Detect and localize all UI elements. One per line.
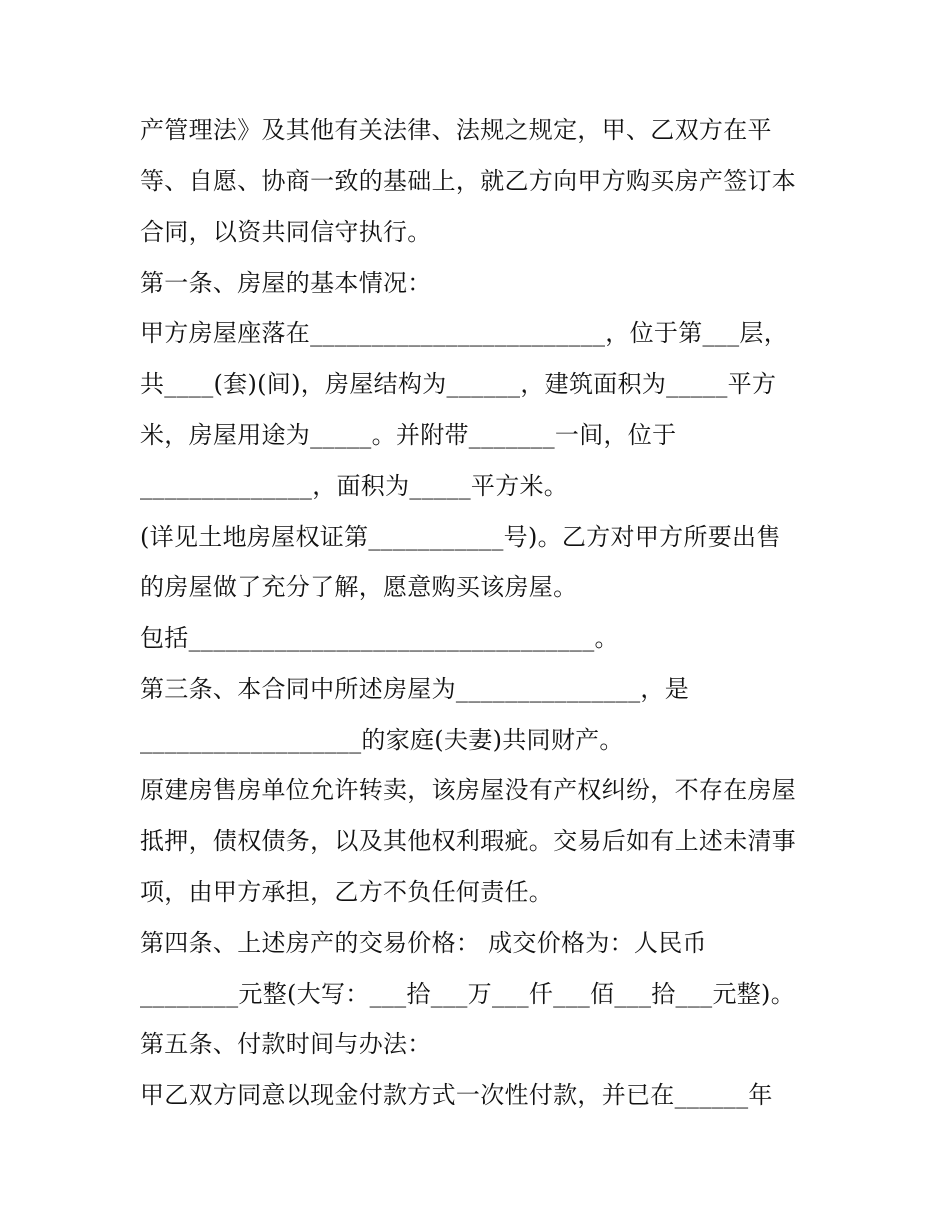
text-line: 原建房售房单位允许转卖，该房屋没有产权纠纷，不存在房屋: [140, 776, 797, 804]
text-line: 的房屋做了充分了解，愿意购买该房屋。: [140, 573, 578, 601]
article-heading: 第一条、房屋的基本情况：: [140, 269, 432, 297]
text-line: 合同，以资共同信守执行。: [140, 218, 432, 246]
text-line: 共____(套)(间)，房屋结构为______，建筑面积为_____平方: [140, 370, 777, 398]
text-line: __________________的家庭(夫妻)共同财产。: [140, 726, 624, 754]
article-heading: 第五条、付款时间与办法：: [140, 1030, 432, 1058]
text-line: ______________，面积为_____平方米。: [140, 472, 569, 500]
article-heading: 第三条、本合同中所述房屋为_______________，是: [140, 675, 689, 703]
text-line: 项，由甲方承担，乙方不负任何责任。: [140, 878, 554, 906]
text-line: 甲方房屋座落在________________________，位于第___层，: [140, 319, 788, 347]
text-line: 甲乙双方同意以现金付款方式一次性付款，并已在______年: [140, 1081, 773, 1109]
text-line: 包括_________________________________。: [140, 624, 619, 652]
text-line: 产管理法》及其他有关法律、法规之规定，甲、乙双方在平: [140, 116, 772, 144]
text-line: (详见土地房屋权证第___________号)。乙方对甲方所要出售: [140, 523, 781, 551]
text-line: 米，房屋用途为_____。并附带_______一间，位于: [140, 421, 677, 449]
text-line: 等、自愿、协商一致的基础上，就乙方向甲方购买房产签订本: [140, 167, 797, 195]
text-line: 抵押，债权债务，以及其他权利瑕疵。交易后如有上述未清事: [140, 827, 797, 855]
article-heading: 第四条、上述房产的交易价格： 成交价格为：人民币: [140, 929, 707, 957]
text-line: ________元整(大写：___拾___万___仟___佰___拾___元整)。: [140, 980, 796, 1008]
